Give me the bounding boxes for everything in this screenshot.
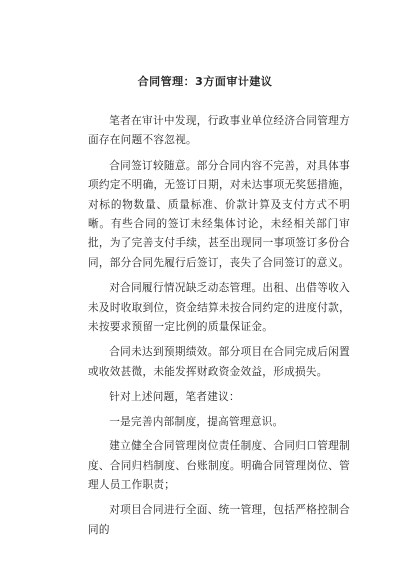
paragraph-intro: 笔者在审计中发现，行政事业单位经济合同管理方面存在问题不容忽视。: [88, 115, 350, 147]
paragraph-unified-management: 对项目合同进行全面、统一管理，包括严格控制合同的: [88, 504, 350, 536]
paragraph-suggestion-one: 一是完善内部制度，提高管理意识。: [109, 415, 284, 428]
paragraph-contract-performance: 对合同履行情况缺乏动态管理。出租、出借等收入未及时收取到位，资金结算未按合同约定的进度付款，未按要求预留一定比例的质量保证金。: [88, 282, 350, 334]
paragraph-contract-signing: 合同签订较随意。部分合同内容不完善，对具体事项约定不明确，无签订日期，对未达事项无奖惩措施，对标的物数量、质量标准、价款计算及支付方式不明晰。有些合同的签订未经集体讨论，未经相关部门审批，为了完善支付手续，甚至出现同一事项签订多份合同，部分合同先履行后签订，丧失了合同签订的意义。: [88, 159, 350, 269]
document-body: [88, 112, 350, 546]
paragraph-contract-performance-results: 合同未达到预期绩效。部分项目在合同完成后闲置或收效甚微，未能发挥财政资金效益，形成损失。: [88, 346, 350, 378]
document-title: 合同管理：3方面审计建议: [137, 75, 273, 88]
paragraph-suggestions-lead: 针对上述问题，笔者建议：: [109, 391, 240, 404]
paragraph-systems: 建立健全合同管理岗位责任制度、合同归口管理制度、合同归档制度、台账制度。明确合同管理岗位、管理人员工作职责；: [88, 440, 350, 491]
